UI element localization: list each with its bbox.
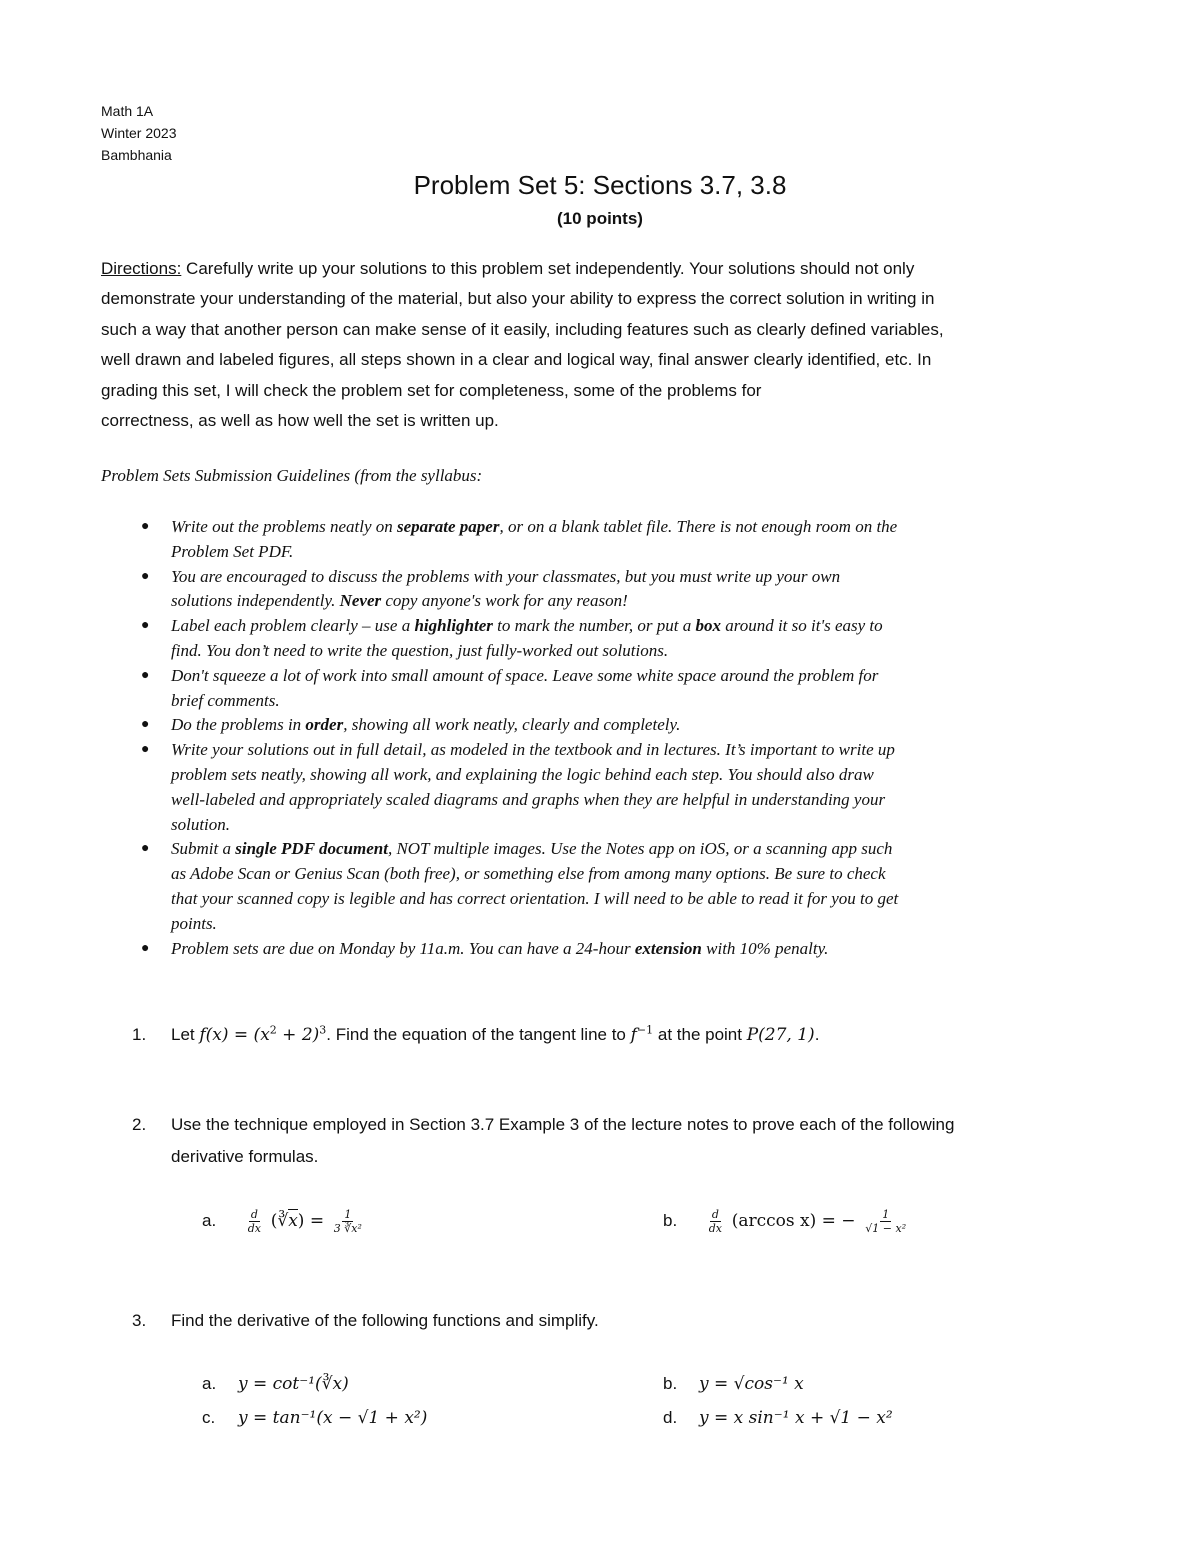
guideline-text: You are encouraged to discuss the problems with your classmates, but you must write up your own [171,566,841,586]
guideline-item [101,664,1111,714]
bullet-icon: ● [141,940,150,956]
guideline-item [101,713,1111,738]
bullet-icon: ● [141,519,150,534]
problem-2 [101,1109,1111,1173]
guideline-text: solutions independently. [171,591,340,611]
guideline-text: as Adobe Scan or Genius Scan (both free), or something else from among many options. Be sure to check [171,864,886,884]
problem-3c [202,1403,427,1433]
problem-text-part: at the point [653,1025,747,1044]
bullet-icon: ● [141,618,150,634]
math-exponent: −1 [636,1023,654,1037]
guideline-text: brief comments. [171,690,280,710]
guideline-text: Problem sets are due on Monday by 11a.m. You can have a 24-hour [171,938,635,958]
points-label: (10 points) [557,209,643,228]
guideline-text: problem sets neatly, showing all work, and explaining the logic behind each step. You should also draw [171,764,874,784]
guideline-item [101,837,1111,936]
problem-1 [101,1019,1111,1051]
math-expression: f(x) = (x [199,1025,270,1045]
course-name: Math 1A [101,103,154,119]
directions-text: Carefully write up your solutions to this problem set independently. Your solutions should not only [186,259,915,278]
guideline-emphasis: extension [634,938,702,958]
math-expression: y = cot⁻¹(∛x) [238,1374,349,1394]
problem-number: 3. [132,1311,147,1330]
guideline-emphasis: box [695,616,721,636]
math-expression: + 2) [276,1025,320,1045]
math-exponent: 2 [269,1023,277,1037]
math-expression: y = x sin⁻¹ x + √1 − x² [699,1408,893,1428]
problem-number: 1. [132,1025,147,1044]
bullet-icon: ● [141,841,150,857]
course-term: Winter 2023 [101,125,177,141]
guideline-item [101,937,1111,962]
problem-3b [663,1369,804,1399]
problem-2a [202,1206,367,1236]
guideline-text: Do the problems in [171,715,306,735]
math-expression: P(27, 1) [746,1025,815,1045]
directions-line: such a way that another person can make sense of it easily, including features such as clearly defined variables, [101,319,944,339]
guideline-text: Problem Set PDF. [171,541,294,561]
guideline-emphasis: highlighter [414,616,493,636]
guideline-text: Write your solutions out in full detail, as modeled in the textbook and in lectures. It’s important to write up [171,740,895,760]
guideline-item [101,614,1111,664]
math-fraction: $\frac{1}{\text{3 ∛x²}}$ [333,1208,362,1236]
guideline-text: solution. [171,814,231,834]
problem-text [171,1109,1111,1173]
guideline-text: , showing all work neatly, clearly and completely. [343,715,681,735]
math-exponent: 3 [319,1023,327,1037]
guidelines-list [101,515,1111,961]
guideline-text: copy anyone's work for any reason! [381,591,628,611]
guideline-item [101,565,1111,615]
math-expression: (arccos x) = − [731,1211,856,1231]
bullet-icon: ● [141,568,150,584]
bullet-icon: ● [141,667,150,683]
guideline-text: Don't squeeze a lot of work into small amount of space. Leave some white space around the problem for [171,665,879,685]
guideline-emphasis: order [305,715,344,735]
math-expression: (∛ [270,1211,289,1231]
directions-line [101,254,1101,284]
guideline-text: well-labeled and appropriately scaled diagrams and graphs when they are helpful in understanding your [171,789,886,809]
guideline-text: , or on a blank tablet file. There is not enough room on the [499,517,898,536]
guideline-text: points. [171,913,217,933]
problem-number: 2. [132,1115,147,1134]
math-expression: f [630,1025,637,1045]
guideline-text: that your scanned copy is legible and has correct orientation. I will need to be able to read it for you to get [171,888,899,908]
math-expression: y = √cos⁻¹ x [699,1374,804,1394]
directions-line: well drawn and labeled figures, all steps shown in a clear and logical way, final answer clearly identified, etc. In [101,350,932,370]
guideline-text: Label each problem clearly – use a [171,616,415,636]
problem-text-part: Let [171,1025,200,1044]
guideline-emphasis: separate paper [397,517,500,536]
guideline-item [101,738,1111,837]
guideline-emphasis: single PDF document [235,839,388,859]
directions-paragraph [101,254,1101,436]
directions-line: grading this set, I will check the problem set for completeness, some of the problems for [101,380,762,400]
subpart-label: c. [202,1408,216,1427]
problem-3a [202,1369,349,1399]
guideline-text: to mark the number, or put a [492,616,696,636]
math-expression: ) = [297,1211,325,1231]
subpart-label: b. [663,1374,678,1393]
guideline-item [101,515,1111,565]
derivative-operator: $\frac{d}{dx}$ [708,1208,722,1236]
guideline-emphasis: Never [339,591,382,611]
guideline-text: around it so it's easy to [720,616,883,636]
problem-text-part: . [814,1025,820,1044]
problem-3d [663,1403,893,1433]
problem-3 [101,1305,1111,1337]
subpart-label: d. [663,1408,678,1427]
subpart-label: b. [663,1211,678,1230]
bullet-icon: ● [141,742,150,758]
course-header [101,100,176,166]
derivative-operator: $\frac{d}{dx}$ [247,1208,261,1236]
problem-text-line: derivative formulas. [171,1147,319,1166]
directions-label: Directions: [101,259,182,278]
guideline-text: , NOT multiple images. Use the Notes app on iOS, or a scanning app such [387,839,893,859]
directions-line: correctness, as well as how well the set is written up. [101,411,499,431]
problem-text [171,1019,1111,1051]
math-expression: y = tan⁻¹(x − √1 + x²) [238,1408,428,1428]
guideline-text: with 10% penalty. [701,938,829,958]
instructor-name: Bambhania [101,147,172,163]
guideline-text: Write out the problems neatly on [171,517,398,536]
guidelines-heading: Problem Sets Submission Guidelines (from the syllabus: [101,466,483,485]
bullet-icon: ● [141,717,150,733]
problem-text-part: . Find the equation of the tangent line to [326,1025,631,1044]
problem-2b [663,1206,911,1236]
problem-text-line: Use the technique employed in Section 3.7 Example 3 of the lecture notes to prove each of the following [171,1115,955,1134]
math-expression: x [288,1211,298,1231]
directions-line: demonstrate your understanding of the material, but also your ability to express the correct solution in writing in [101,289,935,309]
math-fraction: $\frac{1}{\text{√1 − x²}}$ [865,1208,907,1236]
problem-text [171,1305,1111,1337]
guideline-text: Submit a [171,839,236,859]
page-title: Problem Set 5: Sections 3.7, 3.8 [413,170,787,200]
problem-text-line: Find the derivative of the following functions and simplify. [171,1311,599,1330]
guideline-text: find. You don’t need to write the question, just fully-worked out solutions. [171,640,669,660]
subpart-label: a. [202,1211,217,1230]
subpart-label: a. [202,1374,217,1393]
